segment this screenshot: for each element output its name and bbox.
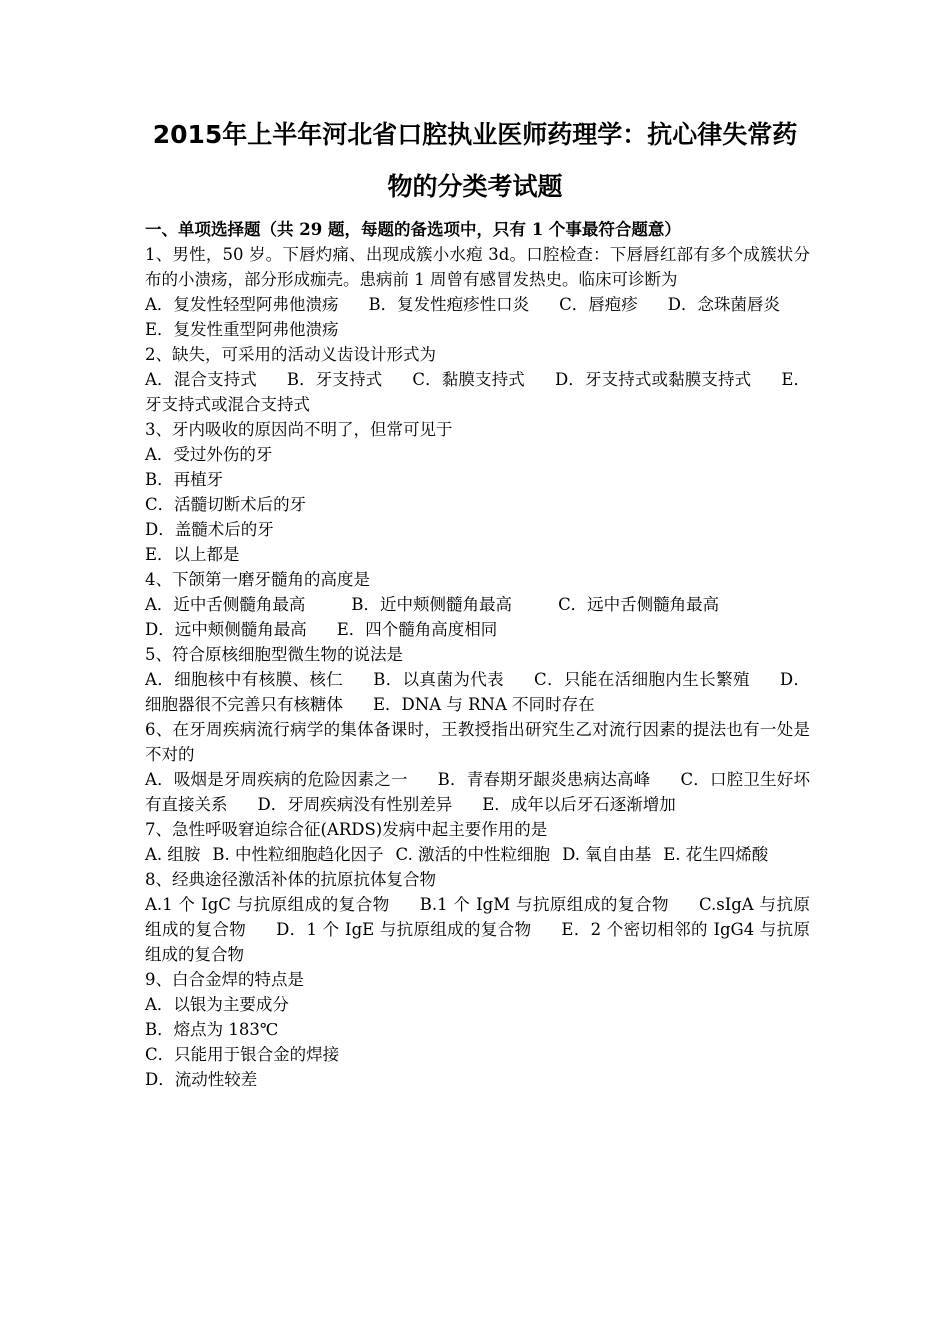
option: D．远中颊侧髓角最高: [145, 620, 307, 639]
question-options: [145, 367, 810, 417]
question-stem: 9、白合金焊的特点是: [145, 970, 304, 989]
option: C. 激活的中性粒细胞: [395, 845, 551, 864]
option: D．流动性较差: [145, 1070, 258, 1089]
option: A．受过外伤的牙: [145, 445, 273, 464]
option: D．1 个 IgE 与抗原组成的复合物: [276, 920, 532, 939]
option: D．盖髓术后的牙: [145, 520, 274, 539]
option: A．复发性轻型阿弗他溃疡: [145, 295, 339, 314]
option: B. 中性粒细胞趋化因子: [212, 845, 384, 864]
question-stem: 6、在牙周疾病流行病学的集体备课时，王教授指出研究生乙对流行因素的提法也有一处是不对的: [145, 720, 810, 764]
question-options: [145, 617, 810, 642]
option: A. 组胺: [145, 845, 201, 864]
question-options: [145, 292, 810, 342]
option: A．以银为主要成分: [145, 995, 289, 1014]
option: B．以真菌为代表: [373, 670, 505, 689]
question-options: [145, 892, 810, 967]
option: E．以上都是: [145, 545, 240, 564]
option: D．细胞器很不完善只有核糖体: [145, 670, 811, 714]
option: E. 花生四烯酸: [663, 845, 769, 864]
option: A．混合支持式: [145, 370, 257, 389]
question-stem: 1、男性，50 岁。下唇灼痛、出现成簇小水疱 3d。口腔检查：下唇唇红部有多个成簇状分布的小溃疡，部分形成痂壳。患病前 1 周曾有感冒发热史。临床可诊断为: [145, 245, 810, 289]
document-title-line-1: 2015年上半年河北省口腔执业医师药理学：抗心律失常药: [152, 120, 798, 149]
option: B．复发性疱疹性口炎: [368, 295, 530, 314]
question-stem: 2、缺失，可采用的活动义齿设计形式为: [145, 345, 436, 364]
option: B.1 个 IgM 与抗原组成的复合物: [419, 895, 669, 914]
option: A.1 个 IgC 与抗原组成的复合物: [145, 895, 390, 914]
option: C．活髓切断术后的牙: [145, 495, 307, 514]
option: D．牙支持式或黏膜支持式: [554, 370, 752, 389]
option: C．黏膜支持式: [412, 370, 525, 389]
option: C．唇疱疹: [559, 295, 638, 314]
option: C．只能用于银合金的焊接: [145, 1045, 340, 1064]
option: B．熔点为 183℃: [145, 1020, 279, 1039]
section-heading: 一、单项选择题（共 29 题，每题的备选项中，只有 1 个事最符合题意）: [145, 220, 681, 239]
option: A．吸烟是牙周疾病的危险因素之一: [145, 770, 408, 789]
question-options: [145, 592, 810, 617]
option: B．青春期牙龈炎患病达高峰: [437, 770, 651, 789]
option: C．口腔卫生好坏有直接关系: [145, 770, 810, 814]
question-options: [145, 767, 810, 817]
option: E．2 个密切相邻的 IgG4 与抗原组成的复合物: [145, 920, 810, 964]
option: D．念珠菌唇炎: [667, 295, 780, 314]
option: E．复发性重型阿弗他溃疡: [145, 320, 339, 339]
option: C.sIgA 与抗原组成的复合物: [145, 895, 810, 939]
option: D. 氧自由基: [562, 845, 652, 864]
option: B．再植牙: [145, 470, 224, 489]
option: A．近中舌侧髓角最高: [145, 595, 306, 614]
question-stem: 7、急性呼吸窘迫综合征(ARDS)发病中起主要作用的是: [145, 820, 548, 839]
question-stem: 8、经典途径激活补体的抗原抗体复合物: [145, 870, 436, 889]
question-options: [145, 667, 810, 717]
option: C．远中舌侧髓角最高: [558, 595, 720, 614]
option: C．只能在活细胞内生长繁殖: [534, 670, 750, 689]
option: A．细胞核中有核膜、核仁: [145, 670, 344, 689]
option: E．牙支持式或混合支持式: [145, 370, 811, 414]
option: E．成年以后牙石逐渐增加: [482, 795, 676, 814]
option: E．DNA 与 RNA 不同时存在: [373, 695, 595, 714]
question-options: [145, 842, 810, 867]
option: D．牙周疾病没有性别差异: [257, 795, 453, 814]
option: B．牙支持式: [286, 370, 383, 389]
question-stem: 4、下颌第一磨牙髓角的高度是: [145, 570, 370, 589]
document-body: [145, 217, 810, 1092]
option: E．四个髓角高度相同: [336, 620, 498, 639]
option: B．近中颊侧髓角最高: [351, 595, 513, 614]
document-title-line-2: 物的分类考试题: [387, 172, 563, 201]
question-stem: 3、牙内吸收的原因尚不明了，但常可见于: [145, 420, 453, 439]
question-stem: 5、符合原核细胞型微生物的说法是: [145, 645, 403, 664]
